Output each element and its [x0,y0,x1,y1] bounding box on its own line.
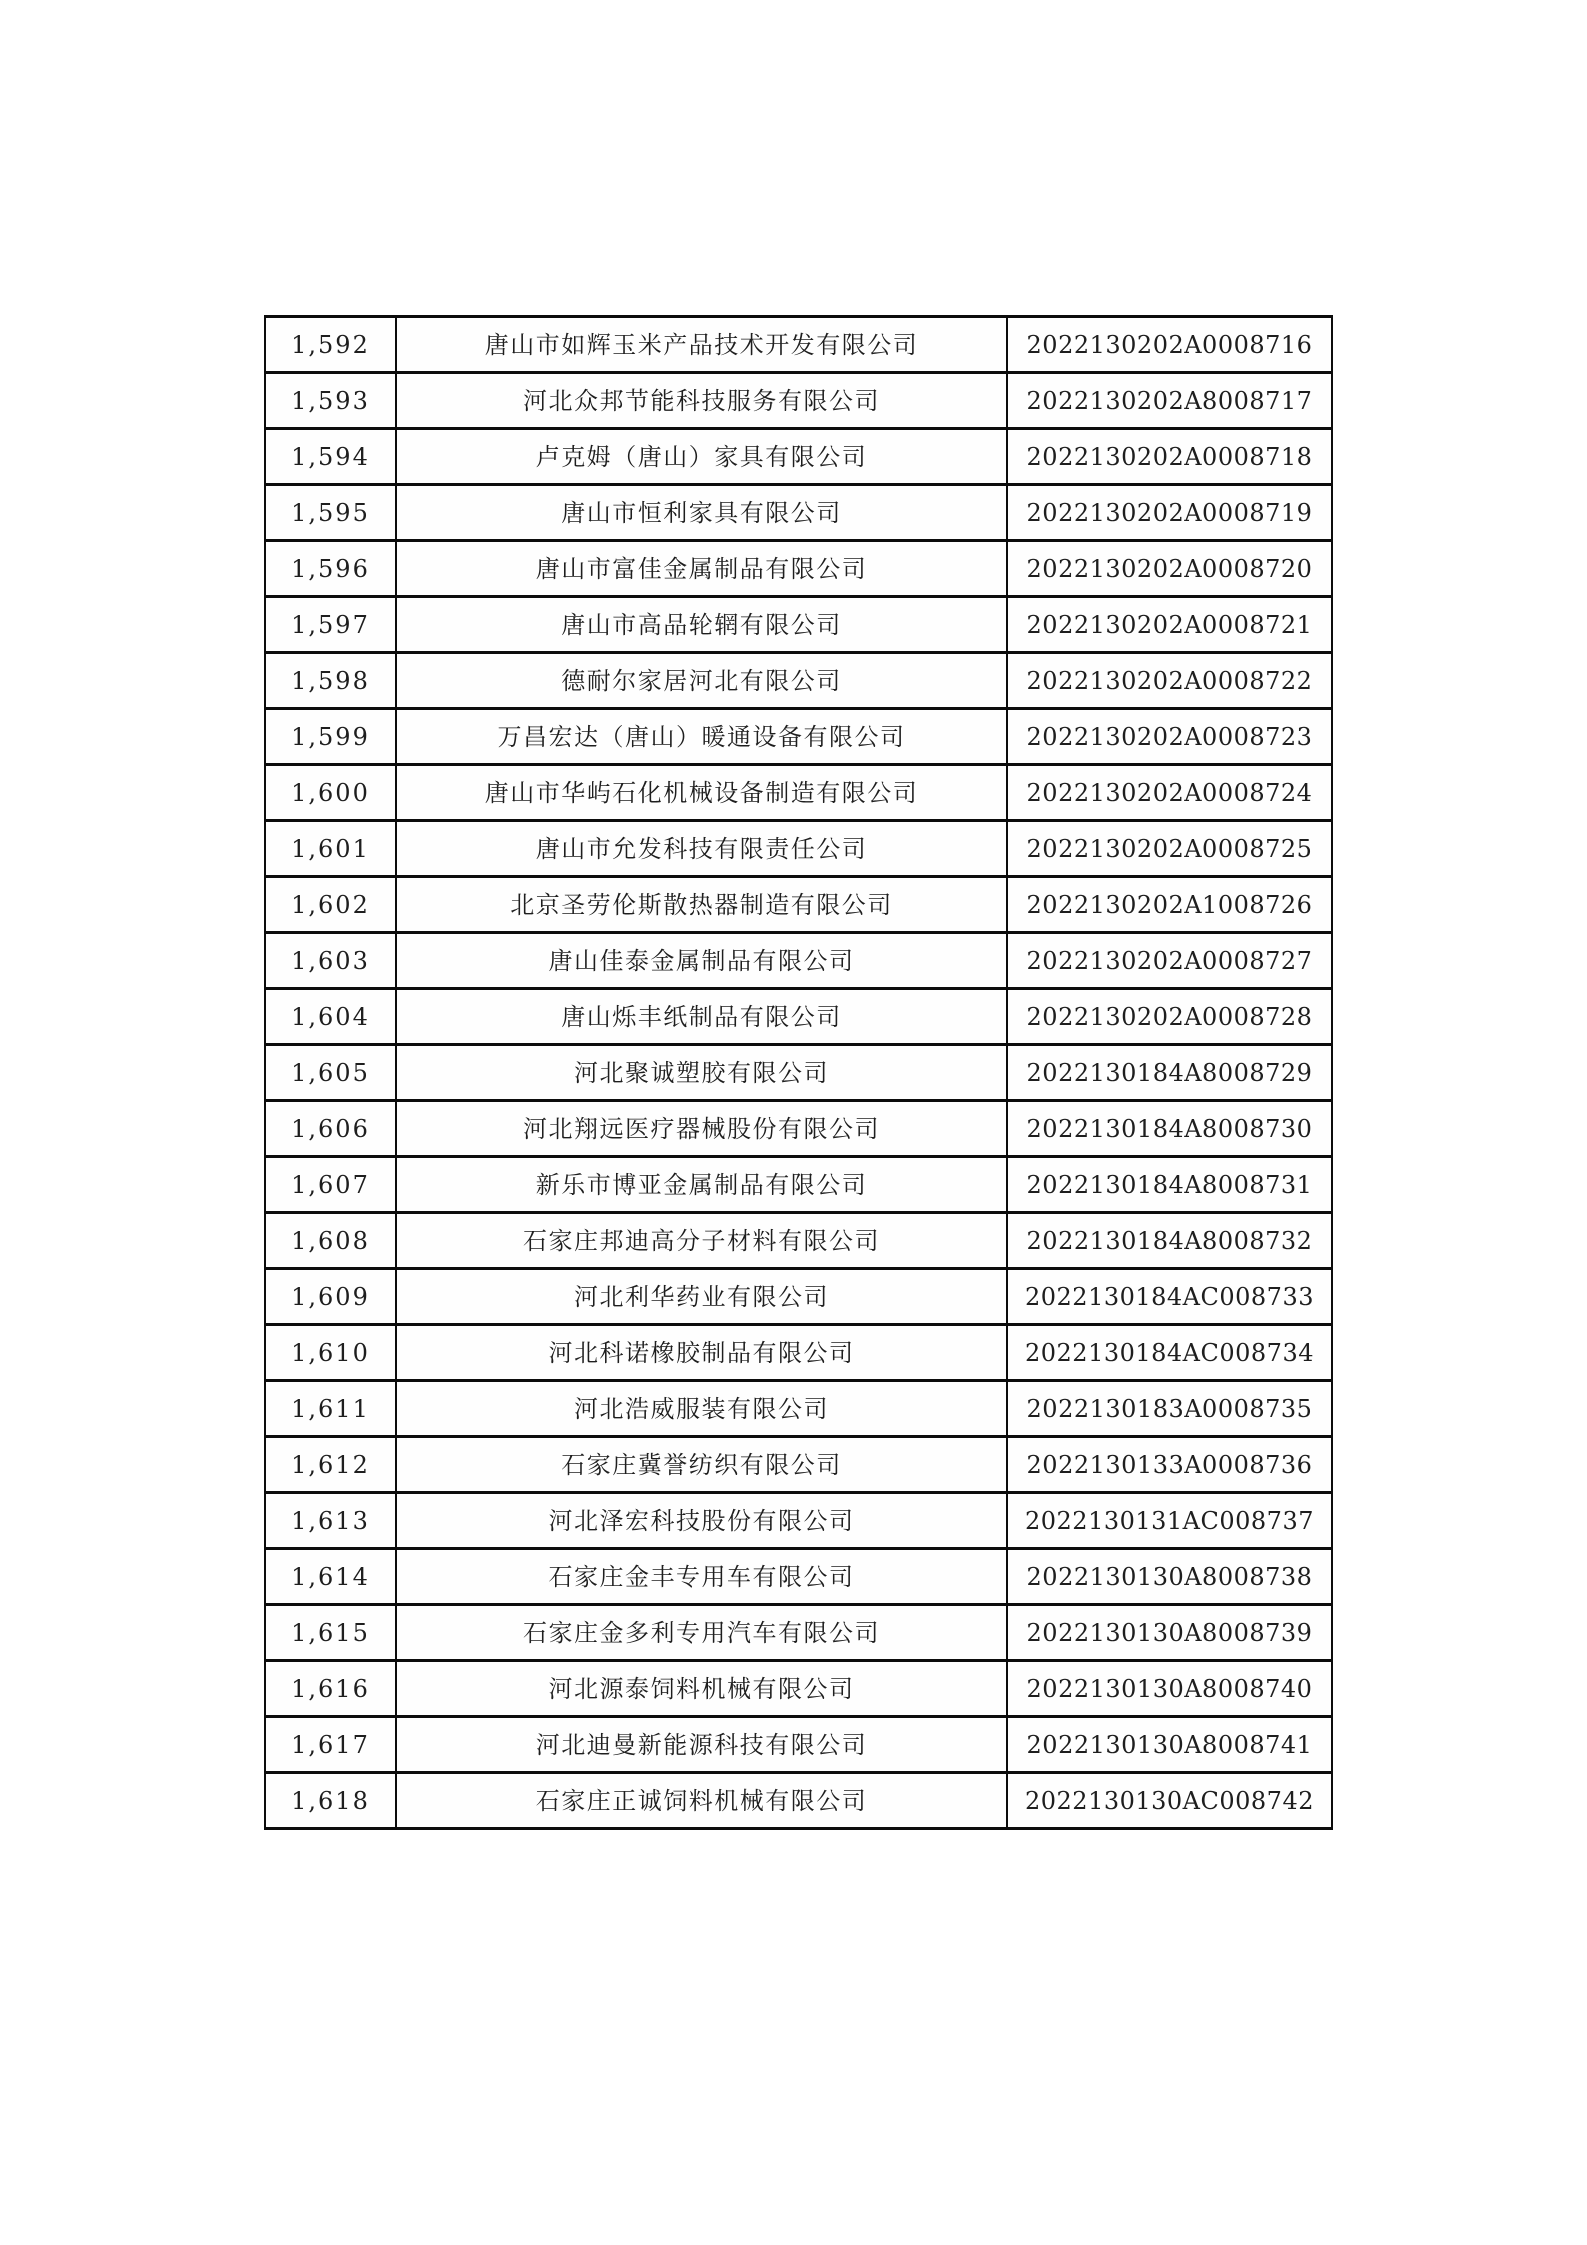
row-number-cell: 1,595 [265,485,396,541]
registration-code-cell: 2022130202A8008717 [1007,373,1332,429]
company-name-cell: 唐山市富佳金属制品有限公司 [396,541,1007,597]
company-name-cell: 河北翔远医疗器械股份有限公司 [396,1101,1007,1157]
row-number-cell: 1,605 [265,1045,396,1101]
table-row [265,933,1332,989]
row-number-cell: 1,618 [265,1773,396,1829]
row-number-cell: 1,600 [265,765,396,821]
registration-code-cell: 2022130202A0008723 [1007,709,1332,765]
table-row [265,373,1332,429]
table-row [265,1213,1332,1269]
company-name-cell: 德耐尔家居河北有限公司 [396,653,1007,709]
table-row [265,1101,1332,1157]
company-name-cell: 唐山市华屿石化机械设备制造有限公司 [396,765,1007,821]
table-row [265,709,1332,765]
company-name-cell: 万昌宏达（唐山）暖通设备有限公司 [396,709,1007,765]
registration-code-cell: 2022130130A8008738 [1007,1549,1332,1605]
row-number-cell: 1,592 [265,317,396,373]
company-name-cell: 唐山佳泰金属制品有限公司 [396,933,1007,989]
registration-code-cell: 2022130202A0008727 [1007,933,1332,989]
table-row [265,1269,1332,1325]
table-row [265,1045,1332,1101]
company-name-cell: 唐山市如辉玉米产品技术开发有限公司 [396,317,1007,373]
row-number-cell: 1,611 [265,1381,396,1437]
table-row [265,317,1332,373]
table-row [265,1157,1332,1213]
table-body [265,317,1332,1829]
registration-code-cell: 2022130184A8008732 [1007,1213,1332,1269]
registration-code-cell: 2022130202A0008718 [1007,429,1332,485]
table-row [265,653,1332,709]
company-name-cell: 河北源泰饲料机械有限公司 [396,1661,1007,1717]
company-name-cell: 河北聚诚塑胶有限公司 [396,1045,1007,1101]
company-name-cell: 河北泽宏科技股份有限公司 [396,1493,1007,1549]
registration-code-cell: 2022130133A0008736 [1007,1437,1332,1493]
registration-code-cell: 2022130130A8008740 [1007,1661,1332,1717]
company-name-cell: 石家庄金多利专用汽车有限公司 [396,1605,1007,1661]
company-name-cell: 石家庄冀誉纺织有限公司 [396,1437,1007,1493]
row-number-cell: 1,599 [265,709,396,765]
row-number-cell: 1,617 [265,1717,396,1773]
row-number-cell: 1,610 [265,1325,396,1381]
company-name-cell: 河北科诺橡胶制品有限公司 [396,1325,1007,1381]
company-name-cell: 卢克姆（唐山）家具有限公司 [396,429,1007,485]
row-number-cell: 1,616 [265,1661,396,1717]
table-row [265,485,1332,541]
company-name-cell: 河北迪曼新能源科技有限公司 [396,1717,1007,1773]
table-row [265,877,1332,933]
registration-code-cell: 2022130130A8008741 [1007,1717,1332,1773]
registration-code-cell: 2022130202A0008719 [1007,485,1332,541]
row-number-cell: 1,594 [265,429,396,485]
company-name-cell: 新乐市博亚金属制品有限公司 [396,1157,1007,1213]
row-number-cell: 1,597 [265,597,396,653]
registration-code-cell: 2022130202A0008720 [1007,541,1332,597]
registration-code-cell: 2022130183A0008735 [1007,1381,1332,1437]
registration-code-cell: 2022130202A0008728 [1007,989,1332,1045]
row-number-cell: 1,593 [265,373,396,429]
company-name-cell: 唐山市高品轮辋有限公司 [396,597,1007,653]
row-number-cell: 1,602 [265,877,396,933]
row-number-cell: 1,614 [265,1549,396,1605]
table-row [265,429,1332,485]
row-number-cell: 1,612 [265,1437,396,1493]
table-row [265,1661,1332,1717]
registration-code-cell: 2022130130AC008742 [1007,1773,1332,1829]
row-number-cell: 1,615 [265,1605,396,1661]
company-name-cell: 唐山市允发科技有限责任公司 [396,821,1007,877]
row-number-cell: 1,609 [265,1269,396,1325]
row-number-cell: 1,607 [265,1157,396,1213]
table-row [265,1493,1332,1549]
row-number-cell: 1,603 [265,933,396,989]
table-row [265,1717,1332,1773]
registration-code-cell: 2022130202A0008721 [1007,597,1332,653]
company-name-cell: 河北浩威服装有限公司 [396,1381,1007,1437]
registration-code-cell: 2022130202A1008726 [1007,877,1332,933]
table-row [265,1605,1332,1661]
company-name-cell: 北京圣劳伦斯散热器制造有限公司 [396,877,1007,933]
company-registration-table [264,315,1333,1830]
registration-code-cell: 2022130184A8008729 [1007,1045,1332,1101]
row-number-cell: 1,601 [265,821,396,877]
registration-code-cell: 2022130184A8008731 [1007,1157,1332,1213]
company-name-cell: 石家庄邦迪高分子材料有限公司 [396,1213,1007,1269]
registration-code-cell: 2022130184AC008734 [1007,1325,1332,1381]
row-number-cell: 1,604 [265,989,396,1045]
row-number-cell: 1,598 [265,653,396,709]
company-name-cell: 石家庄金丰专用车有限公司 [396,1549,1007,1605]
table-row [265,541,1332,597]
company-name-cell: 石家庄正诚饲料机械有限公司 [396,1773,1007,1829]
row-number-cell: 1,613 [265,1493,396,1549]
registration-code-cell: 2022130202A0008716 [1007,317,1332,373]
company-name-cell: 唐山烁丰纸制品有限公司 [396,989,1007,1045]
registration-code-cell: 2022130202A0008724 [1007,765,1332,821]
registration-code-cell: 2022130130A8008739 [1007,1605,1332,1661]
table-row [265,1549,1332,1605]
company-name-cell: 河北众邦节能科技服务有限公司 [396,373,1007,429]
registration-code-cell: 2022130202A0008722 [1007,653,1332,709]
registration-code-cell: 2022130184AC008733 [1007,1269,1332,1325]
registration-code-cell: 2022130131AC008737 [1007,1493,1332,1549]
table-row [265,989,1332,1045]
table-row [265,765,1332,821]
row-number-cell: 1,608 [265,1213,396,1269]
company-name-cell: 唐山市恒利家具有限公司 [396,485,1007,541]
registration-code-cell: 2022130202A0008725 [1007,821,1332,877]
company-name-cell: 河北利华药业有限公司 [396,1269,1007,1325]
registration-code-cell: 2022130184A8008730 [1007,1101,1332,1157]
row-number-cell: 1,596 [265,541,396,597]
table-row [265,1773,1332,1829]
row-number-cell: 1,606 [265,1101,396,1157]
table-row [265,1381,1332,1437]
table-row [265,1325,1332,1381]
table-row [265,1437,1332,1493]
table-row [265,821,1332,877]
table-row [265,597,1332,653]
